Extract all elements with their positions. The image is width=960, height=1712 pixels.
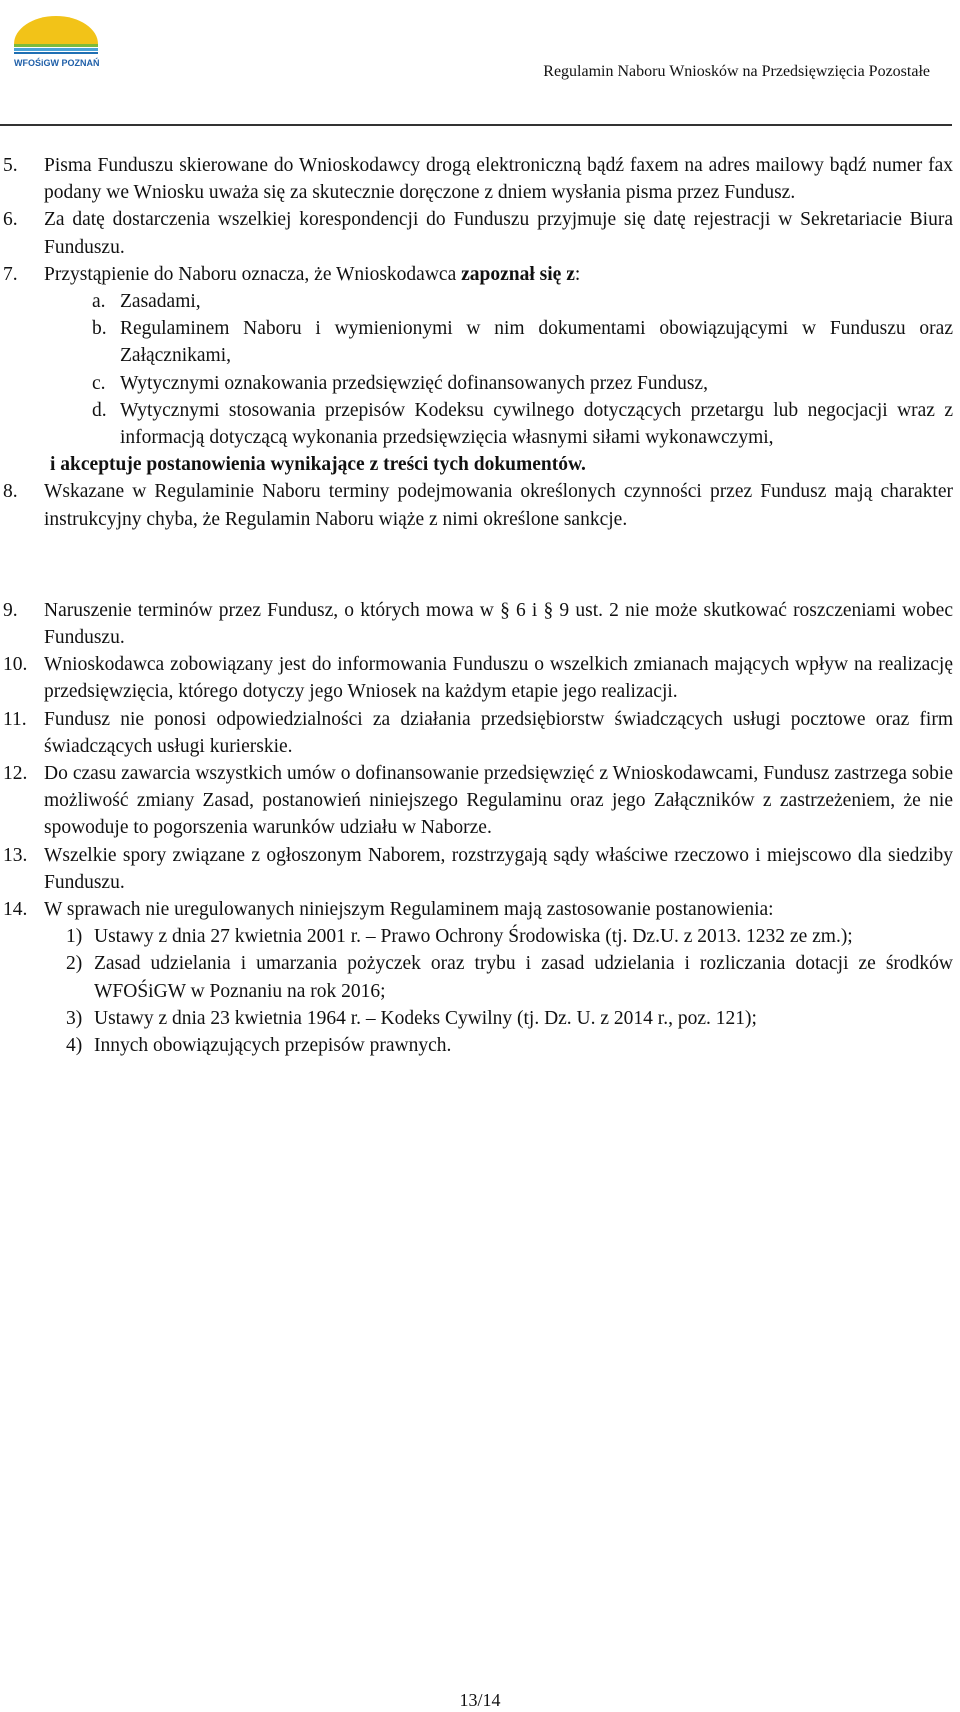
sub-item-letter: a. bbox=[92, 291, 106, 313]
list-item-8 bbox=[0, 478, 953, 532]
closing-statement: i akceptuje postanowienia wynikające z treści tych dokumentów. bbox=[50, 454, 586, 476]
sub-item-c bbox=[0, 370, 953, 397]
law-item-2 bbox=[0, 950, 953, 1004]
item-number: 14. bbox=[3, 899, 28, 921]
list-item-12 bbox=[0, 760, 953, 842]
item-number: 6. bbox=[3, 209, 18, 231]
item-number: 7. bbox=[3, 263, 18, 285]
logo-text: WFOŚiGW POZNAŃ bbox=[14, 58, 100, 68]
law-item-number: 4) bbox=[66, 1035, 83, 1057]
list-item-14 bbox=[0, 896, 953, 923]
law-item-number: 1) bbox=[66, 926, 83, 948]
sub-item-letter: b. bbox=[92, 318, 107, 340]
item-number: 8. bbox=[3, 481, 18, 503]
item-number: 11. bbox=[3, 708, 27, 730]
law-item-text: Ustawy z dnia 27 kwietnia 2001 r. – Prawo Ochrony Środowiska (tj. Dz.U. z 2013. 1232 ze zm.); bbox=[94, 926, 853, 948]
law-item-number: 3) bbox=[66, 1007, 83, 1029]
sub-item-text: Regulaminem Naboru i wymienionymi w nim dokumentami obowiązującymi w Funduszu oraz Załącznikami, bbox=[120, 318, 953, 367]
sub-item-text: Wytycznymi oznakowania przedsięwzięć dofinansowanych przez Fundusz, bbox=[120, 372, 708, 394]
paragraph-gap bbox=[0, 533, 953, 597]
law-item-text: Zasad udzielania i umarzania pożyczek oraz trybu i zasad udzielania i rozliczania dotacji ze środków WFOŚiGW w Poznaniu na rok 2016; bbox=[94, 953, 953, 1002]
sub-item-letter: c. bbox=[92, 372, 106, 394]
item-text: Do czasu zawarcia wszystkich umów o dofinansowanie przedsięwzięć z Wnioskodawcami, Fundusz zastrzega sobie możliwość zmiany Zasad, postanowień niniejszego Regulaminu oraz jego Załączników z zastrzeżeniem, że nie spowoduje to pogorszenia warunków udziału w Naborze. bbox=[44, 763, 953, 839]
item-number: 12. bbox=[3, 763, 28, 785]
law-item-3 bbox=[0, 1005, 953, 1032]
item-text: Za datę dostarczenia wszelkiej korespondencji do Funduszu przyjmuje się datę rejestracji w Sekretariacie Biura Funduszu. bbox=[44, 209, 953, 258]
document-body bbox=[0, 152, 953, 1059]
list-item-10 bbox=[0, 651, 953, 705]
sub-item-text: Zasadami, bbox=[120, 291, 201, 313]
item-number: 5. bbox=[3, 155, 18, 176]
law-item-text: Innych obowiązujących przepisów prawnych. bbox=[94, 1035, 452, 1057]
sub-item-letter: d. bbox=[92, 399, 107, 421]
list-item-13 bbox=[0, 842, 953, 896]
item-text: W sprawach nie uregulowanych niniejszym Regulaminem mają zastosowanie postanowienia: bbox=[44, 899, 774, 921]
item-number: 10. bbox=[3, 654, 28, 676]
wfosigw-logo bbox=[6, 8, 106, 70]
law-item-text: Ustawy z dnia 23 kwietnia 1964 r. – Kodeks Cywilny (tj. Dz. U. z 2014 r., poz. 121); bbox=[94, 1007, 757, 1029]
sub-item-text: Wytycznymi stosowania przepisów Kodeksu cywilnego dotyczących przetargu lub negocjacji wraz z informacją dotyczącą wykonania przedsięwzięcia własnymi siłami wykonawczymi, bbox=[120, 399, 953, 449]
sub-item-d bbox=[0, 397, 953, 451]
sub-item-b bbox=[0, 315, 953, 369]
header-title: Regulamin Naboru Wniosków na Przedsięwzięcia Pozostałe bbox=[543, 63, 930, 80]
item-text: Wnioskodawca zobowiązany jest do informowania Funduszu o wszelkich zmianach mających wpływ na realizację przedsięwzięcia, którego dotyczy jego Wniosek na każdym etapie jego realizacji. bbox=[44, 654, 953, 703]
item-text: Przystąpienie do Naboru oznacza, że Wnioskodawca bbox=[44, 263, 462, 285]
list-item-9 bbox=[0, 597, 953, 651]
item-text: Wskazane w Regulaminie Naboru terminy podejmowania określonych czynności przez Fundusz mają charakter instrukcyjny chyba, że Regulamin Naboru wiąże z nimi określone sankcje. bbox=[44, 481, 953, 530]
item-text-bold: zapoznał się z bbox=[461, 263, 575, 285]
law-item-1 bbox=[0, 923, 953, 950]
item-text-colon: : bbox=[574, 263, 581, 285]
item-text: Pisma Funduszu skierowane do Wnioskodawcy drogą elektroniczną bądź faxem na adres mailowy bądź numer fax podany we Wniosku uważa się za skutecznie doręczone z dniem wysłania pisma przez Fundusz. bbox=[44, 155, 953, 204]
item-text: Naruszenie terminów przez Fundusz, o których mowa w § 6 i § 9 ust. 2 nie może skutkować roszczeniami wobec Funduszu. bbox=[44, 599, 953, 649]
header-rule bbox=[0, 124, 952, 126]
item-text: Wszelkie spory związane z ogłoszonym Naborem, rozstrzygają sądy właściwe rzeczowo i miejscowo dla siedziby Funduszu. bbox=[44, 844, 953, 893]
list-item-7 bbox=[0, 261, 953, 288]
item-text: Fundusz nie ponosi odpowiedzialności za działania przedsiębiorstw świadczących usługi pocztowe oraz firm świadczących usługi kurierskie. bbox=[44, 708, 953, 757]
list-item-5 bbox=[0, 152, 953, 206]
sub-item-a bbox=[0, 288, 953, 315]
item-number: 13. bbox=[3, 844, 28, 866]
page-number: 13/14 bbox=[459, 1690, 501, 1710]
law-item-4 bbox=[0, 1032, 953, 1059]
list-item-11 bbox=[0, 706, 953, 760]
item-number: 9. bbox=[3, 599, 18, 621]
list-item-6 bbox=[0, 206, 953, 260]
law-item-number: 2) bbox=[66, 953, 83, 975]
